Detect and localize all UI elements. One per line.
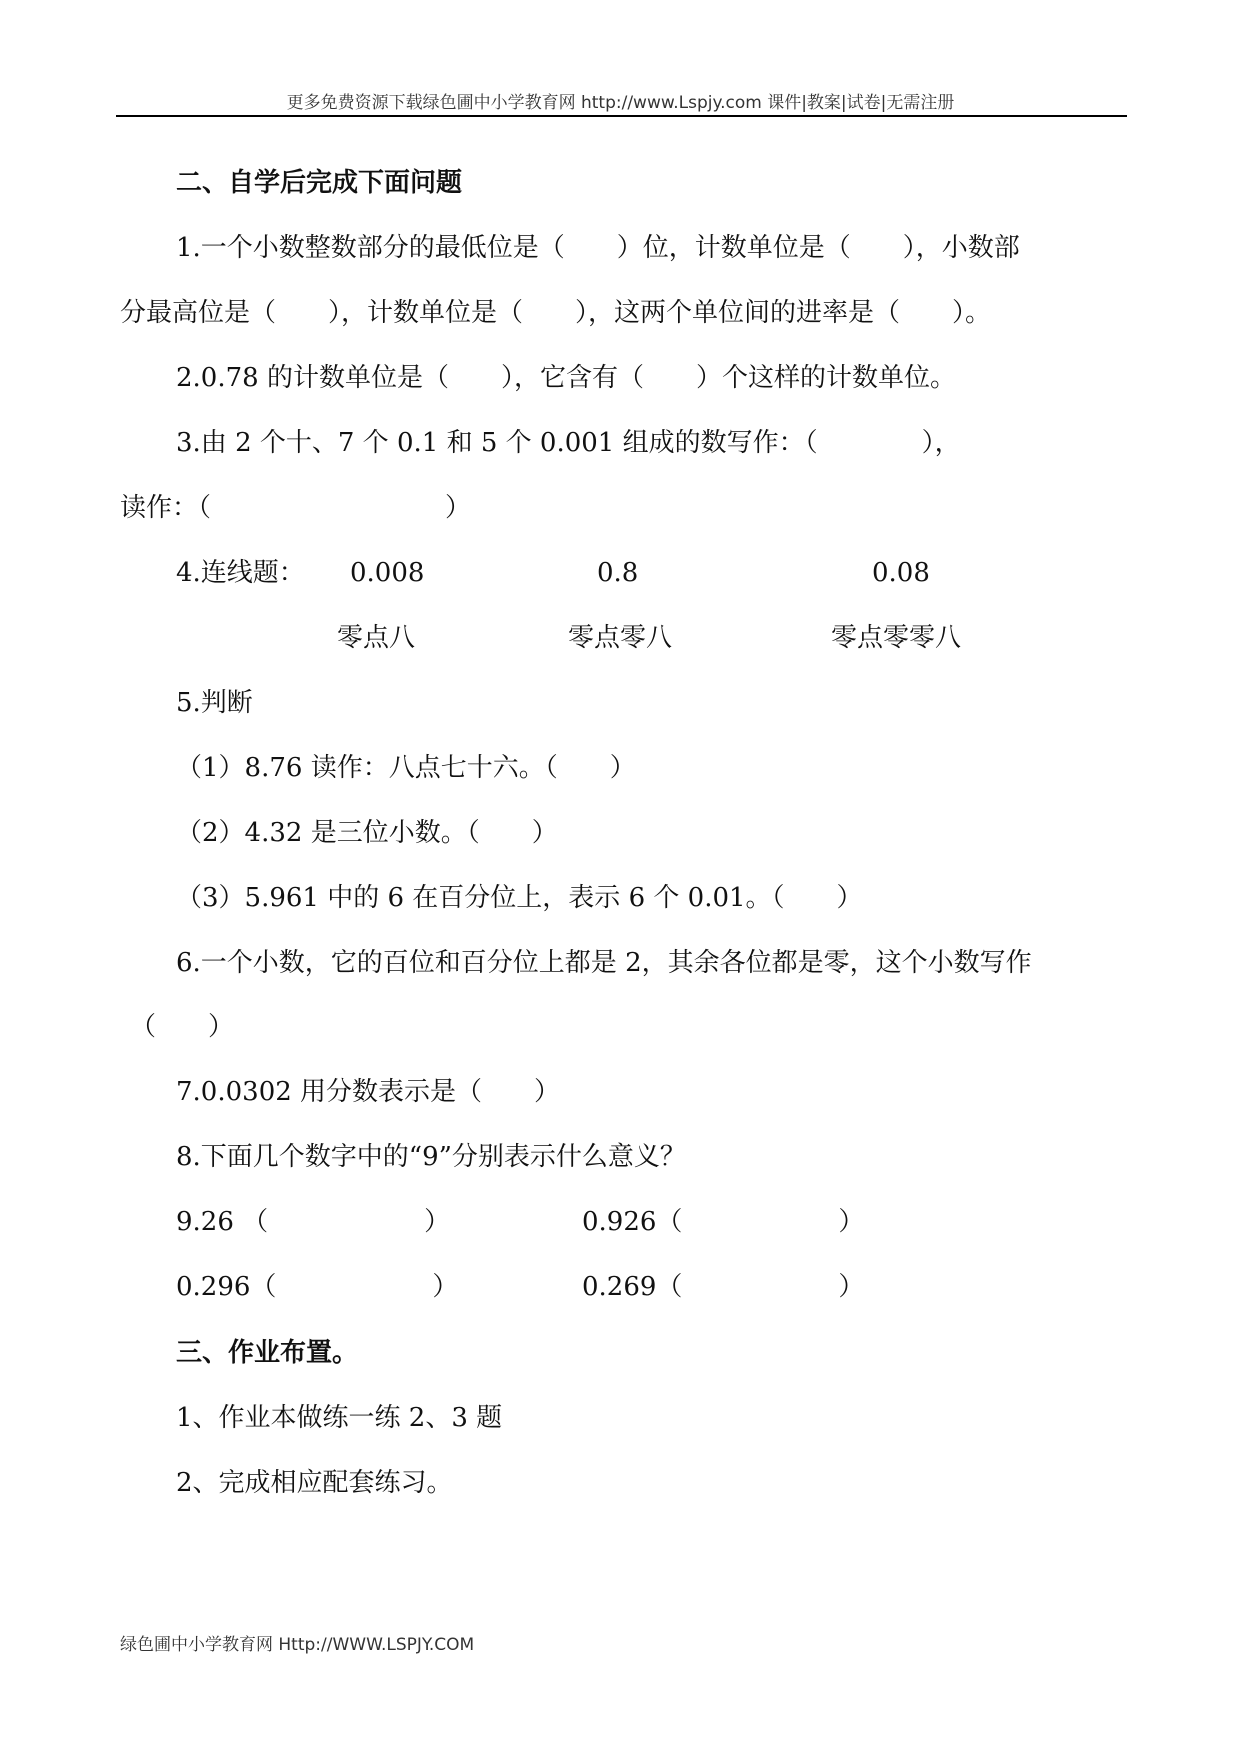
judge-item: （1）8.76 读作：八点七十六。（ ） [176,753,636,783]
meaning-item: 0.926（ ） [582,1207,865,1237]
question-5-label: 5.判断 [176,688,253,718]
question-6-line-1: 6.一个小数，它的百位和百分位上都是 2，其余各位都是零，这个小数写作 [176,948,1032,978]
question-7: 7.0.0302 用分数表示是（ ） [176,1077,561,1107]
header-divider [116,115,1127,117]
page-footer: 绿色圃中小学教育网 Http://WWW.LSPJY.COM [120,1635,475,1655]
question-1-line-2: 分最高位是（ ），计数单位是（ ），这两个单位间的进率是（ ）。 [120,298,992,328]
question-4-label: 4.连线题： [176,558,305,588]
match-reading: 零点零八 [568,623,673,653]
meaning-item: 0.296（ ） [176,1272,459,1302]
question-2: 2.0.78 的计数单位是（ ），它含有（ ）个这样的计数单位。 [176,363,956,393]
match-reading: 零点零零八 [831,623,962,653]
section3-title: 三、作业布置。 [176,1338,359,1368]
match-number: 0.8 [597,558,639,588]
homework-item: 2、完成相应配套练习。 [176,1468,453,1498]
judge-item: （2）4.32 是三位小数。（ ） [176,818,558,848]
judge-item: （3）5.961 中的 6 在百分位上，表示 6 个 0.01。（ ） [176,883,863,913]
match-number: 0.008 [350,558,425,588]
page-header: 更多免费资源下载绿色圃中小学教育网 http://www.Lspjy.com 课件|教案|试卷|无需注册 [286,93,955,113]
section2-title: 二、自学后完成下面问题 [176,168,463,198]
question-3-line-1: 3.由 2 个十、7 个 0.1 和 5 个 0.001 组成的数写作：（ ）， [176,428,961,458]
meaning-item: 9.26 （ ） [176,1207,451,1237]
homework-item: 1、作业本做练一练 2、3 题 [176,1403,503,1433]
match-reading: 零点八 [337,623,416,653]
meaning-item: 0.269（ ） [582,1272,865,1302]
question-6-line-2: （ ） [130,1012,235,1042]
question-8-label: 8.下面几个数字中的“9”分别表示什么意义？ [176,1142,686,1172]
question-3-line-2: 读作：（ ） [120,493,472,523]
question-1-line-1: 1.一个小数整数部分的最低位是（ ）位，计数单位是（ ），小数部 [176,233,1020,263]
match-number: 0.08 [872,558,930,588]
